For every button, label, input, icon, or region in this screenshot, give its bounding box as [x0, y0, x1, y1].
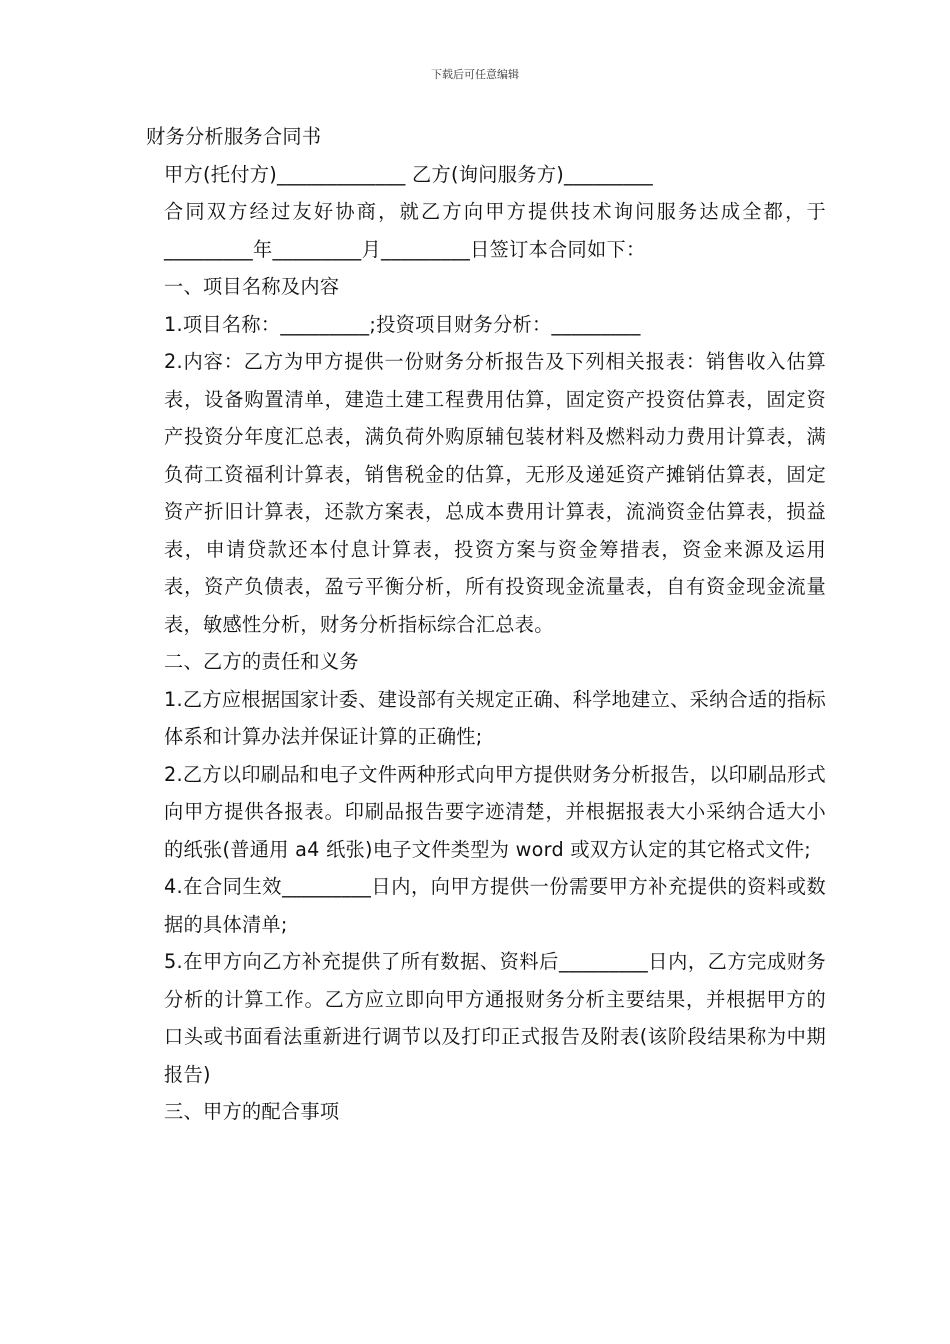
- clause-2-4: 4.在合同生效_________日内，向甲方提供一份需要甲方补充提供的资料或数据的具体清单;: [164, 875, 826, 936]
- section-heading-2: 二、乙方的责任和义务: [164, 650, 359, 673]
- section-heading-3: 三、甲方的配合事项: [164, 1100, 340, 1123]
- document-body: [146, 118, 826, 1131]
- section-heading-1: 一、项目名称及内容: [164, 275, 340, 298]
- page-header: 下载后可任意编辑: [431, 68, 519, 81]
- clause-2-5: 5.在甲方向乙方补充提供了所有数据、资料后_________日内，乙方完成财务分析的计算工作。乙方应立即向甲方通报财务分析主要结果，并根据甲方的口头或书面看法重新进行调节以及打印正式报告及附表(该阶段结果称为中期报告): [164, 950, 826, 1086]
- clause-1-2: 2.内容：乙方为甲方提供一份财务分析报告及下列相关报表：销售收入估算表，设备购置清单，建造土建工程费用估算，固定资产投资估算表，固定资产投资分年度汇总表，满负荷外购原辅包装材料及燃料动力费用计算表，满负荷工资福利计算表，销售税金的估算，无形及递延资产摊销估算表，固定资产折旧计算表，还款方案表，总成本费用计算表，流淌资金估算表，损益表，申请贷款还本付息计算表，投资方案与资金筹措表，资金来源及运用表，资产负债表，盈亏平衡分析，所有投资现金流量表，自有资金现金流量表，敏感性分析，财务分析指标综合汇总表。: [164, 350, 826, 636]
- intro-paragraph: 合同双方经过友好协商，就乙方向甲方提供技术询问服务达成全都，于_________年_________月_________日签订本合同如下：: [164, 200, 826, 261]
- clause-2-1: 1.乙方应根据国家计委、建设部有关规定正确、科学地建立、采纳合适的指标体系和计算办法并保证计算的正确性;: [164, 687, 826, 748]
- parties-line: 甲方(托付方)_____________ 乙方(询问服务方)_________: [164, 162, 654, 186]
- document-title: 财务分析服务合同书: [146, 125, 322, 148]
- clause-1-1: 1.项目名称：_________;投资项目财务分析：_________: [164, 312, 641, 336]
- clause-2-2: 2.乙方以印刷品和电子文件两种形式向甲方提供财务分析报告，以印刷品形式向甲方提供各报表。印刷品报告要字迹清楚，并根据报表大小采纳合适大小的纸张(普通用 a4 纸张)电子文件类型为 word 或双方认定的其它格式文件;: [164, 762, 826, 861]
